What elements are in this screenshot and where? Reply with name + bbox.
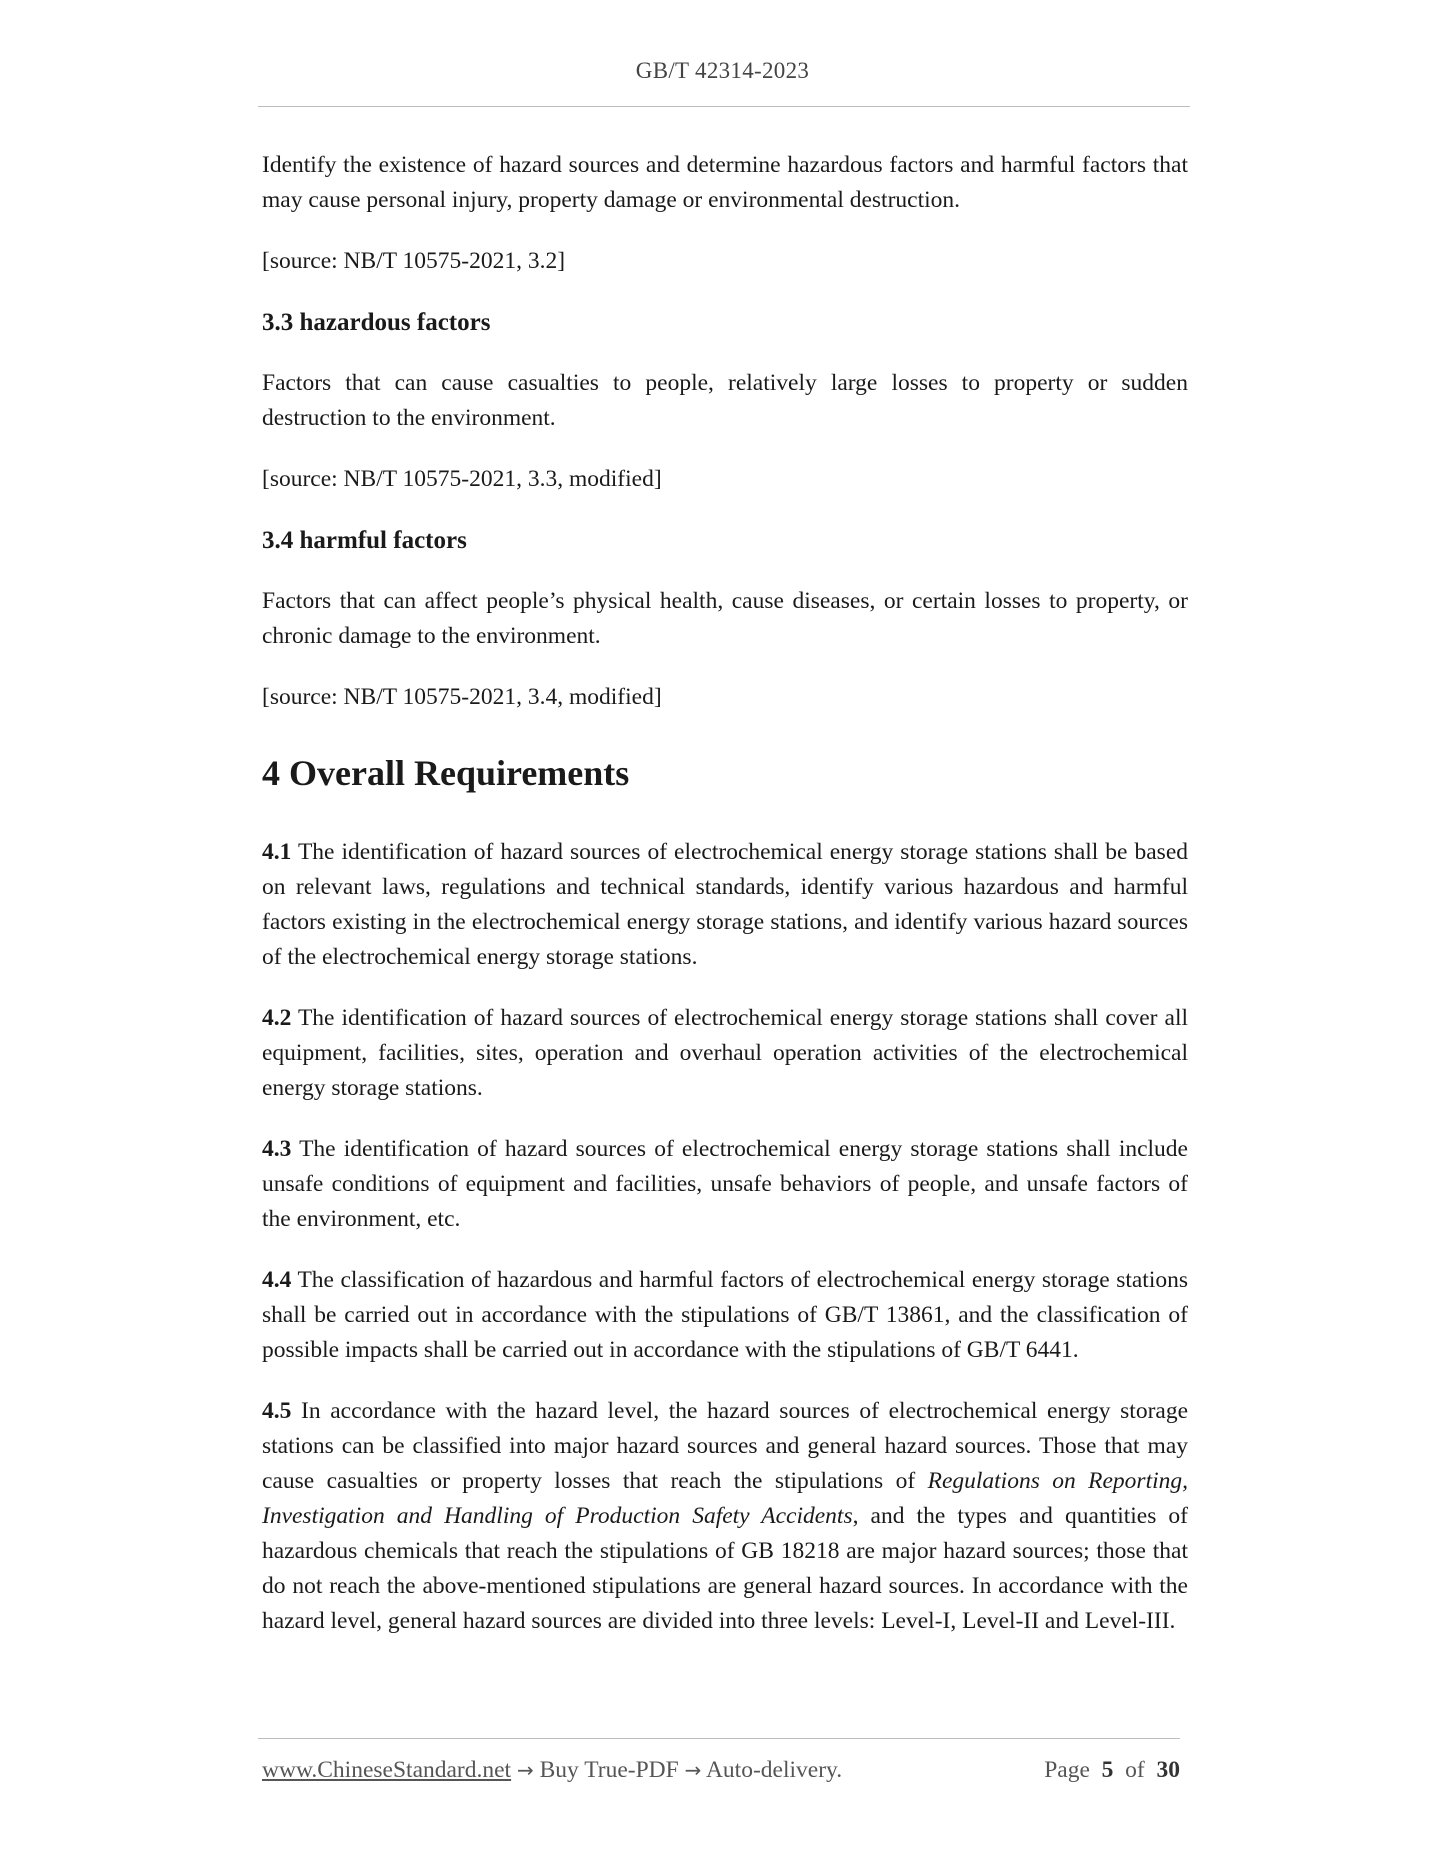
of-label: of xyxy=(1125,1757,1145,1783)
clause-4-5 xyxy=(262,1394,1188,1639)
page-total: 30 xyxy=(1156,1757,1180,1783)
page-current: 5 xyxy=(1101,1757,1114,1783)
definition-paragraph: Identify the existence of hazard sources and determine hazardous factors and harmful factors that may cause personal injury, property damage or environmental destruction. xyxy=(262,152,1188,213)
clause-text: The classification of hazardous and harmful factors of electrochemical energy storage stations shall be carried out in accordance with the stipulations of GB/T 13861, and the classification of possible impacts shall be carried out in accordance with the stipulations of GB/T 6441. xyxy=(262,1267,1188,1363)
section-heading-4: 4 Overall Requirements xyxy=(262,753,630,793)
page-footer xyxy=(262,1757,1180,1784)
website-link[interactable]: www.ChineseStandard.net xyxy=(262,1757,512,1783)
clause-number: 4.1 xyxy=(262,839,292,865)
clause-number: 4.4 xyxy=(262,1267,292,1293)
term-heading-3-4: 3.4 harmful factors xyxy=(262,527,467,554)
source-note: [source: NB/T 10575-2021, 3.2] xyxy=(262,248,566,274)
arrow-right-icon: → xyxy=(684,1758,702,1782)
definition-paragraph: Factors that can cause casualties to people, relatively large losses to property or sudden destruction to the environment. xyxy=(262,370,1188,431)
clause-4-4 xyxy=(262,1263,1188,1368)
page-label: Page xyxy=(1044,1757,1090,1783)
clause-4-1 xyxy=(262,835,1188,975)
source-note: [source: NB/T 10575-2021, 3.3, modified] xyxy=(262,466,662,492)
regulation-title: Regulations on Reporting, Investigation and Handling of Production Safety Accidents xyxy=(262,1468,1189,1529)
page-header-title: GB/T 42314-2023 xyxy=(635,58,810,83)
footer-divider xyxy=(258,1738,1180,1739)
clause-number: 4.5 xyxy=(262,1398,292,1424)
definition-paragraph: Factors that can affect people’s physical health, cause diseases, or certain losses to property, or chronic damage to the environment. xyxy=(262,588,1188,649)
clause-number: 4.3 xyxy=(262,1136,292,1162)
clause-text: The identification of hazard sources of electrochemical energy storage stations shall include unsafe conditions of equipment and facilities, unsafe behaviors of people, and unsafe factors of the environment, etc. xyxy=(262,1136,1188,1232)
page-counter xyxy=(1044,1757,1180,1784)
arrow-right-icon: → xyxy=(516,1758,534,1782)
clause-number: 4.2 xyxy=(262,1005,292,1031)
clause-4-2 xyxy=(262,1001,1188,1106)
header-divider xyxy=(258,106,1190,107)
buy-pdf-text: Buy True-PDF xyxy=(539,1757,679,1783)
clause-4-3 xyxy=(262,1132,1188,1237)
clause-text: The identification of hazard sources of electrochemical energy storage stations shall cover all equipment, facilities, sites, operation and overhaul operation activities of the electrochemical energy storage stations. xyxy=(262,1005,1188,1101)
auto-delivery-text: Auto-delivery. xyxy=(705,1757,843,1783)
document-body xyxy=(262,148,1188,1639)
source-note: [source: NB/T 10575-2021, 3.4, modified] xyxy=(262,684,662,710)
clause-text: The identification of hazard sources of electrochemical energy storage stations shall be based on relevant laws, regulations and technical standards, identify various hazardous and harmful factors existing in the electrochemical energy storage stations, and identify various hazard sources of the electrochemical energy storage stations. xyxy=(262,839,1188,970)
clause-text: In accordance with the hazard level, the hazard sources of electrochemical energy storage stations can be classified into major hazard sources and general hazard sources. Those that may cause casualties or property losses that reach the stipulations of xyxy=(262,1398,1189,1494)
term-heading-3-3: 3.3 hazardous factors xyxy=(262,309,491,336)
clause-text: , and the types and quantities of hazardous chemicals that reach the stipulations of GB 18218 are major hazard sources; those that do not reach the above-mentioned stipulations are general hazard sources. In accordance with the hazard level, general hazard sources are divided into three levels: Level-I, Level-II and Level-III. xyxy=(262,1503,1188,1634)
